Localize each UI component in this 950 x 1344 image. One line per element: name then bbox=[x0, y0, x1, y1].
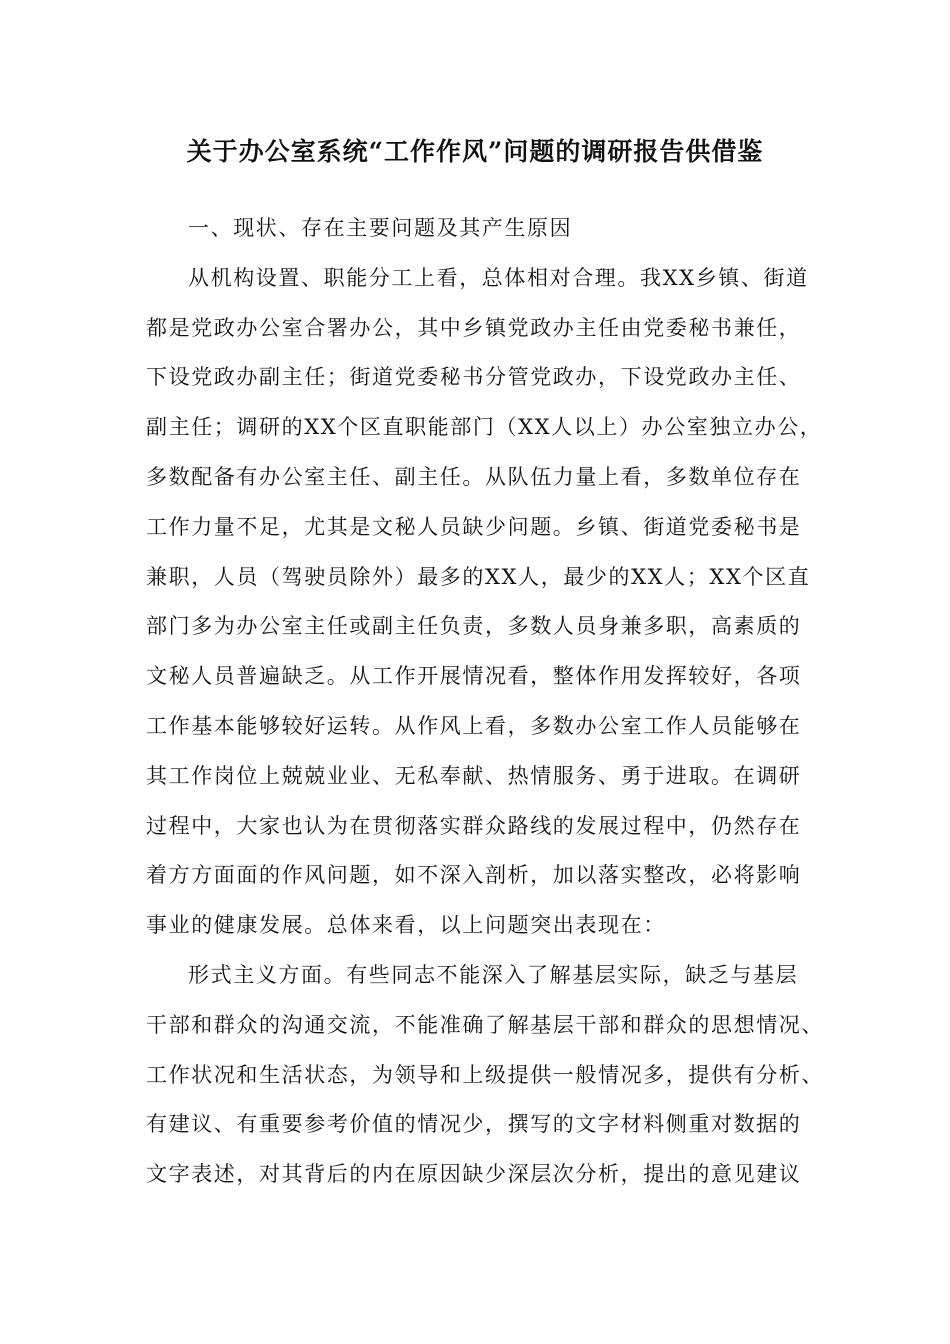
paragraph-line: 从机构设置、职能分工上看，总体相对合理。我XX乡镇、街道 bbox=[188, 265, 809, 290]
document-body bbox=[146, 204, 824, 1200]
paragraph-line: 副主任；调研的XX个区直职能部门（XX人以上）办公室独立办公， bbox=[146, 415, 823, 440]
paragraph-line: 着方方面面的作风问题，如不深入剖析，加以落实整改，必将影响 bbox=[146, 863, 802, 888]
paragraph-line: 其工作岗位上兢兢业业、无私奉献、热情服务、勇于进取。在调研 bbox=[146, 763, 802, 788]
paragraph-line: 事业的健康发展。总体来看，以上问题突出表现在： bbox=[146, 913, 666, 938]
paragraph-line: 工作基本能够较好运转。从作风上看，多数办公室工作人员能够在 bbox=[146, 713, 802, 738]
paragraph-line: 文秘人员普遍缺乏。从工作开展情况看，整体作用发挥较好，各项 bbox=[146, 664, 802, 689]
paragraph-line: 工作状况和生活状态，为领导和上级提供一般情况多，提供有分析、 bbox=[146, 1062, 824, 1087]
paragraph-line: 干部和群众的沟通交流，不能准确了解基层干部和群众的思想情况、 bbox=[146, 1012, 824, 1037]
paragraph-line: 形式主义方面。有些同志不能深入了解基层实际，缺乏与基层 bbox=[188, 962, 799, 987]
document-title: 关于办公室系统“工作作风”问题的调研报告供借鉴 bbox=[186, 137, 764, 166]
paragraph-line: 多数配备有办公室主任、副主任。从队伍力量上看，多数单位存在 bbox=[146, 464, 802, 489]
paragraph-line: 都是党政办公室合署办公，其中乡镇党政办主任由党委秘书兼任， bbox=[146, 315, 802, 340]
section-heading: 一、现状、存在主要问题及其产生原因 bbox=[188, 216, 573, 240]
paragraph-line: 过程中，大家也认为在贯彻落实群众路线的发展过程中，仍然存在 bbox=[146, 813, 802, 838]
paragraph-line: 兼职，人员（驾驶员除外）最多的XX人，最少的XX人；XX个区直 bbox=[146, 564, 811, 589]
paragraph-line: 工作力量不足，尤其是文秘人员缺少问题。乡镇、街道党委秘书是 bbox=[146, 514, 802, 539]
paragraph-line: 文字表述，对其背后的内在原因缺少深层次分析，提出的意见建议 bbox=[146, 1162, 802, 1187]
paragraph-line: 有建议、有重要参考价值的情况少，撰写的文字材料侧重对数据的 bbox=[146, 1112, 802, 1137]
paragraph-line: 部门多为办公室主任或副主任负责，多数人员身兼多职，高素质的 bbox=[146, 614, 802, 639]
paragraph-line: 下设党政办副主任；街道党委秘书分管党政办，下设党政办主任、 bbox=[146, 365, 802, 390]
